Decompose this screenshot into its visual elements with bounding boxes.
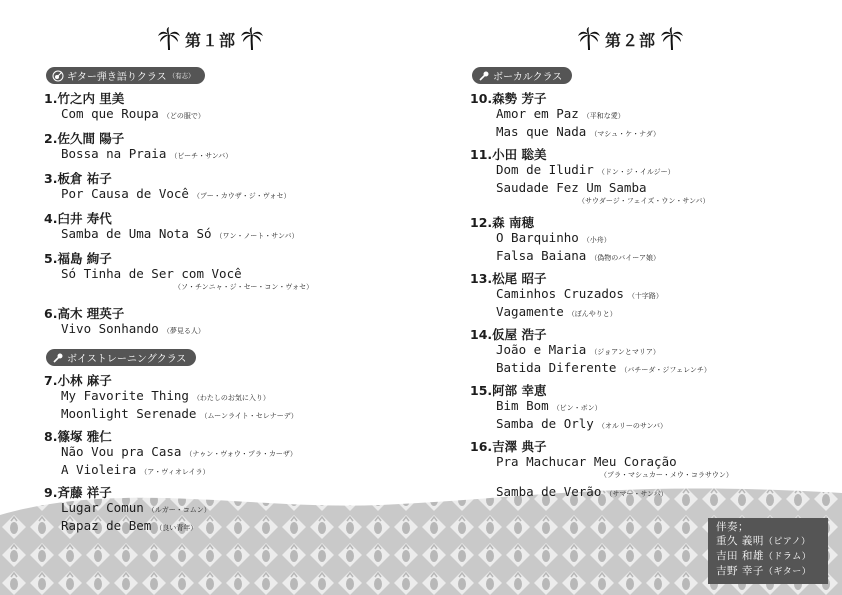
song-title: Saudade Fez Um Samba — [496, 180, 647, 195]
performer-entry — [470, 147, 710, 206]
performer-name: 12.森 南穂 — [470, 215, 535, 230]
performer-entry — [44, 485, 211, 536]
part-two-label: 第２部 — [605, 30, 657, 50]
song-title: Samba de Uma Nota Só （ワン・ノート・サンバ） — [61, 226, 299, 241]
performer-name: 1.竹之内 里美 — [44, 91, 125, 106]
performer-entry — [44, 131, 232, 164]
performer-name: 4.臼井 寿代 — [44, 211, 112, 226]
performer-name: 16.吉澤 典子 — [470, 439, 547, 454]
microphone-icon — [478, 70, 490, 82]
song-title: Vagamente （ぼんやりと） — [496, 304, 617, 319]
performer-entry — [470, 383, 667, 434]
performer-entry — [44, 211, 298, 244]
part-one-label: 第１部 — [185, 30, 237, 50]
song-title: Vivo Sonhando （夢見る人） — [61, 321, 205, 336]
song-title: Pra Machucar Meu Coração — [496, 454, 677, 469]
performer-entry — [44, 251, 313, 292]
section-label: ボーカルクラス — [493, 72, 563, 83]
accompanist-entry: 重久 義明（ピアノ） — [716, 535, 811, 547]
part-two-title — [576, 26, 685, 52]
song-title: Não Vou pra Casa （ナゥン・ヴォウ・プラ・カーザ） — [61, 444, 297, 459]
song-title: A Violeira （ア・ヴィオレイラ） — [61, 462, 210, 477]
song-title: Batida Diferente （バチーダ・ジフェレンチ） — [496, 360, 711, 375]
performer-name: 2.佐久間 陽子 — [44, 131, 125, 146]
accompanist-entry: 吉田 和雄（ドラム） — [716, 550, 812, 562]
accompaniment-heading: 伴奏； — [716, 521, 749, 533]
section-guitar-class — [46, 67, 205, 84]
palm-tree-icon — [156, 26, 182, 52]
song-title: Samba de Orly （オルリーのサンバ） — [496, 416, 668, 431]
section-label: ボイストレーニングクラス — [67, 354, 187, 365]
part-one-title — [156, 26, 265, 52]
performer-name: 7.小林 麻子 — [44, 373, 112, 388]
song-title: Por Causa de Você （ブー・カウザ・ジ・ヴォセ） — [61, 186, 291, 201]
section-label: ギター弾き語りクラス — [67, 72, 167, 83]
song-title: Moonlight Serenade （ムーンライト・セレナーデ） — [61, 406, 298, 421]
guitar-icon — [52, 70, 64, 82]
song-title: Só Tinha de Ser com Você — [61, 266, 242, 281]
section-vocal-class — [472, 67, 572, 84]
performer-name: 5.福島 絢子 — [44, 251, 112, 266]
accompaniment-box — [708, 518, 828, 584]
accompanist-entry: 吉野 幸子（ギター） — [716, 565, 812, 577]
performer-entry — [470, 91, 660, 142]
performer-entry — [44, 91, 205, 124]
microphone-icon — [52, 352, 64, 364]
song-title: Mas que Nada （マシュ・ケ・ナダ） — [496, 124, 661, 139]
song-title: Bim Bom （ビン・ボン） — [496, 398, 602, 413]
performer-entry — [44, 306, 205, 339]
performer-name: 11.小田 聡美 — [470, 147, 547, 162]
song-title: My Favorite Thing （わたしのお気に入り） — [61, 388, 270, 403]
song-title: Rapaz de Bem （良い青年） — [61, 518, 198, 533]
performer-entry — [44, 171, 290, 204]
palm-tree-icon — [659, 26, 685, 52]
performer-name: 9.斉藤 祥子 — [44, 485, 112, 500]
performer-entry — [470, 439, 733, 502]
palm-tree-icon — [576, 26, 602, 52]
performer-entry — [470, 215, 660, 266]
song-title: Com que Roupa （どの服で） — [61, 106, 205, 121]
section-voice-training-class — [46, 349, 196, 366]
palm-tree-icon — [239, 26, 265, 52]
song-translation: （ソ・チンニャ・ジ・セー・コン・ヴォセ） — [174, 283, 314, 291]
performer-entry — [470, 271, 663, 322]
song-translation: （サウダージ・フェイズ・ウン・サンバ） — [578, 197, 710, 205]
performer-name: 15.阿部 幸恵 — [470, 383, 547, 398]
song-title: Dom de Iludir （ドン・ジ・イルジー） — [496, 162, 675, 177]
performer-entry — [470, 327, 711, 378]
performer-name: 3.板倉 祐子 — [44, 171, 112, 186]
song-title: O Barquinho （小舟） — [496, 230, 611, 245]
song-title: Amor em Paz （平和な愛） — [496, 106, 625, 121]
song-title: Bossa na Praia （ビーチ・サンバ） — [61, 146, 233, 161]
performer-name: 14.仮屋 浩子 — [470, 327, 547, 342]
performer-name: 10.森勢 芳子 — [470, 91, 547, 106]
performer-entry — [44, 373, 298, 424]
song-title: Caminhos Cruzados （十字路） — [496, 286, 663, 301]
song-translation: （プラ・マシュカー・メウ・コラサウン） — [600, 471, 733, 479]
song-title: Samba de Verão （サマー・サンバ） — [496, 484, 668, 499]
section-note: （有志） — [168, 72, 195, 80]
performer-name: 6.高木 理英子 — [44, 306, 125, 321]
song-title: João e Maria （ジョアンとマリア） — [496, 342, 660, 357]
performer-entry — [44, 429, 297, 480]
song-title: Falsa Baiana （偽物のバイーア娘） — [496, 248, 660, 263]
performer-name: 13.松尾 昭子 — [470, 271, 547, 286]
song-title: Lugar Comun （ルガー・コムン） — [61, 500, 211, 515]
performer-name: 8.篠塚 雅仁 — [44, 429, 112, 444]
